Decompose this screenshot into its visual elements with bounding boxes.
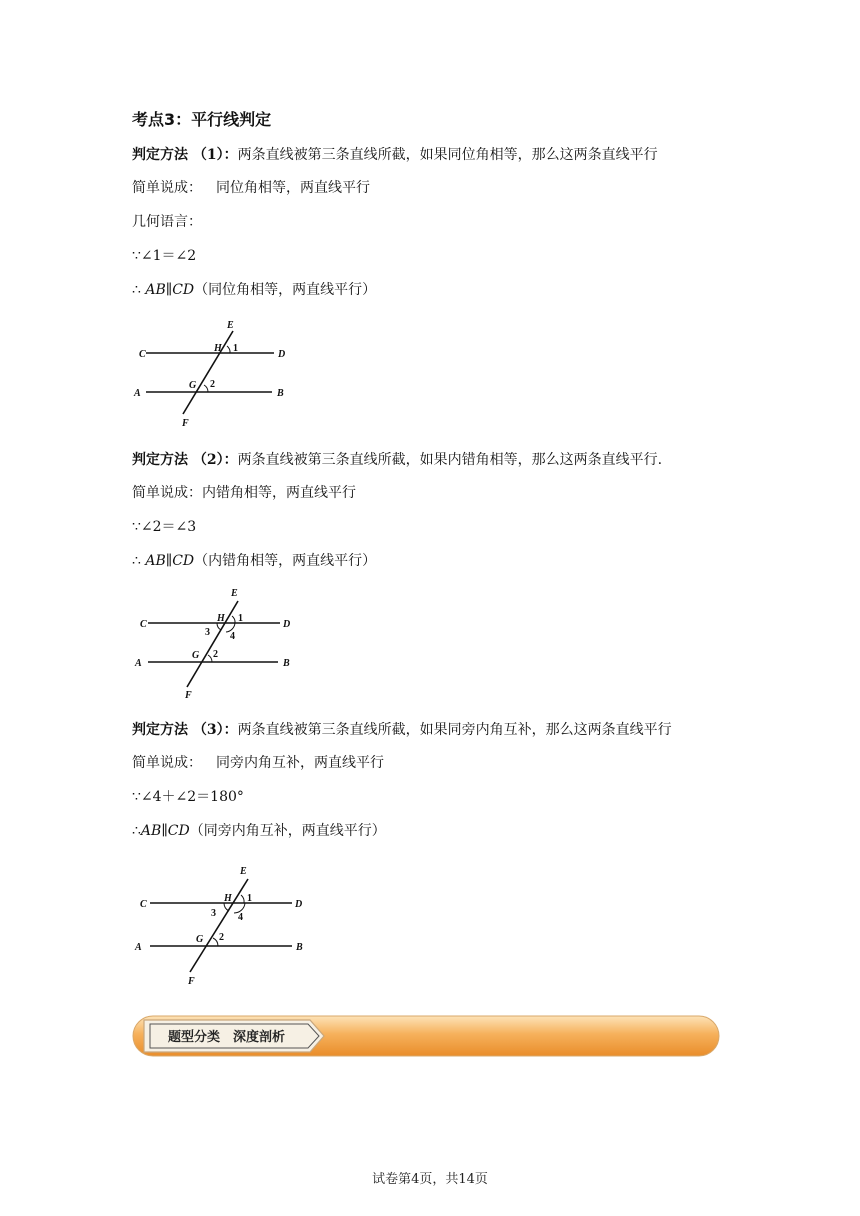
method-3-short-line (132, 754, 384, 772)
label-G: G (192, 650, 200, 661)
label-angle-2: 2 (210, 379, 215, 390)
label-G: G (196, 934, 204, 945)
method-2-statement: 两条直线被第三条直线所截，如果内错角相等，那么这两条直线平行. (237, 452, 663, 468)
figure-alternate-interior-angles (130, 585, 305, 709)
label-angle-1: 1 (247, 893, 252, 904)
label-angle-1: 1 (238, 613, 243, 624)
ab-parallel-cd: AB∥CD (145, 553, 195, 569)
method-3-reason: （同旁内角互补，两直线平行） (189, 823, 386, 839)
method-3-short-prefix: 简单说成： (132, 755, 202, 771)
label-G: G (189, 380, 197, 391)
method-3-statement: 两条直线被第三条直线所截，如果同旁内角互补，那么这两条直线平行 (237, 722, 672, 738)
label-H: H (217, 613, 225, 624)
label-E: E (231, 588, 238, 599)
label-B: B (283, 658, 290, 669)
ab-parallel-cd: AB∥CD (145, 282, 195, 298)
section-title: 考点3：平行线判定 (132, 110, 272, 129)
label-C: C (139, 349, 146, 360)
label-A: A (135, 658, 142, 669)
method-2-conclusion (132, 552, 376, 570)
label-F: F (185, 690, 192, 701)
method-2-given: ∵∠2＝∠3 (132, 519, 197, 535)
label-angle-1: 1 (233, 343, 238, 354)
method-1-short: 同位角相等，两直线平行 (216, 180, 370, 196)
method-1-conclusion (132, 281, 376, 299)
label-H: H (224, 893, 232, 904)
label-F: F (182, 418, 189, 429)
method-2-short-line (132, 484, 356, 502)
method-1-statement: 两条直线被第三条直线所截，如果同位角相等，那么这两条直线平行 (237, 147, 658, 163)
label-F: F (188, 976, 195, 987)
page-footer: 试卷第4页，共14页 (372, 1172, 488, 1187)
method-3-statement-line (132, 721, 672, 739)
method-2-reason: （内错角相等，两直线平行） (194, 553, 377, 569)
ab-parallel-cd: AB∥CD (140, 823, 190, 839)
method-3-short: 同旁内角互补，两直线平行 (216, 755, 384, 771)
label-angle-4: 4 (238, 912, 243, 923)
figure-corresponding-angles (130, 316, 300, 436)
method-3-given: ∵∠4＋∠2＝180° (132, 789, 244, 805)
method-3-conclusion (132, 822, 386, 840)
therefore-symbol: ∴ (132, 823, 141, 839)
label-D: D (283, 619, 291, 630)
method-1-short-line (132, 179, 370, 197)
label-angle-3: 3 (211, 908, 216, 919)
method-1-heading: 判定方法 （1）： (132, 147, 238, 163)
label-A: A (135, 942, 142, 953)
label-A: A (134, 388, 141, 399)
banner-label: 题型分类 深度剖析 (168, 1030, 286, 1045)
label-E: E (227, 320, 234, 331)
label-C: C (140, 899, 147, 910)
method-2-short-prefix: 简单说成： (132, 485, 202, 501)
label-E: E (240, 866, 247, 877)
label-D: D (295, 899, 303, 910)
label-angle-2: 2 (219, 932, 224, 943)
label-angle-4: 4 (230, 631, 235, 642)
method-2-short: 内错角相等，两直线平行 (202, 485, 356, 501)
method-2-statement-line (132, 451, 662, 469)
method-3-heading: 判定方法 （3）： (132, 722, 238, 738)
label-angle-2: 2 (213, 649, 218, 660)
label-B: B (296, 942, 303, 953)
label-C: C (140, 619, 147, 630)
method-1-given: ∵∠1＝∠2 (132, 248, 197, 264)
method-1-statement-line (132, 146, 658, 164)
therefore-symbol: ∴ (132, 553, 146, 569)
figure-same-side-interior-angles (130, 862, 320, 996)
method-1-geo-language: 几何语言： (132, 214, 202, 230)
label-D: D (278, 349, 286, 360)
label-B: B (277, 388, 284, 399)
label-H: H (214, 343, 222, 354)
method-2-heading: 判定方法 （2）： (132, 452, 238, 468)
therefore-symbol: ∴ (132, 282, 146, 298)
label-angle-3: 3 (205, 627, 210, 638)
method-1-short-prefix: 简单说成： (132, 180, 202, 196)
method-1-reason: （同位角相等，两直线平行） (194, 282, 377, 298)
